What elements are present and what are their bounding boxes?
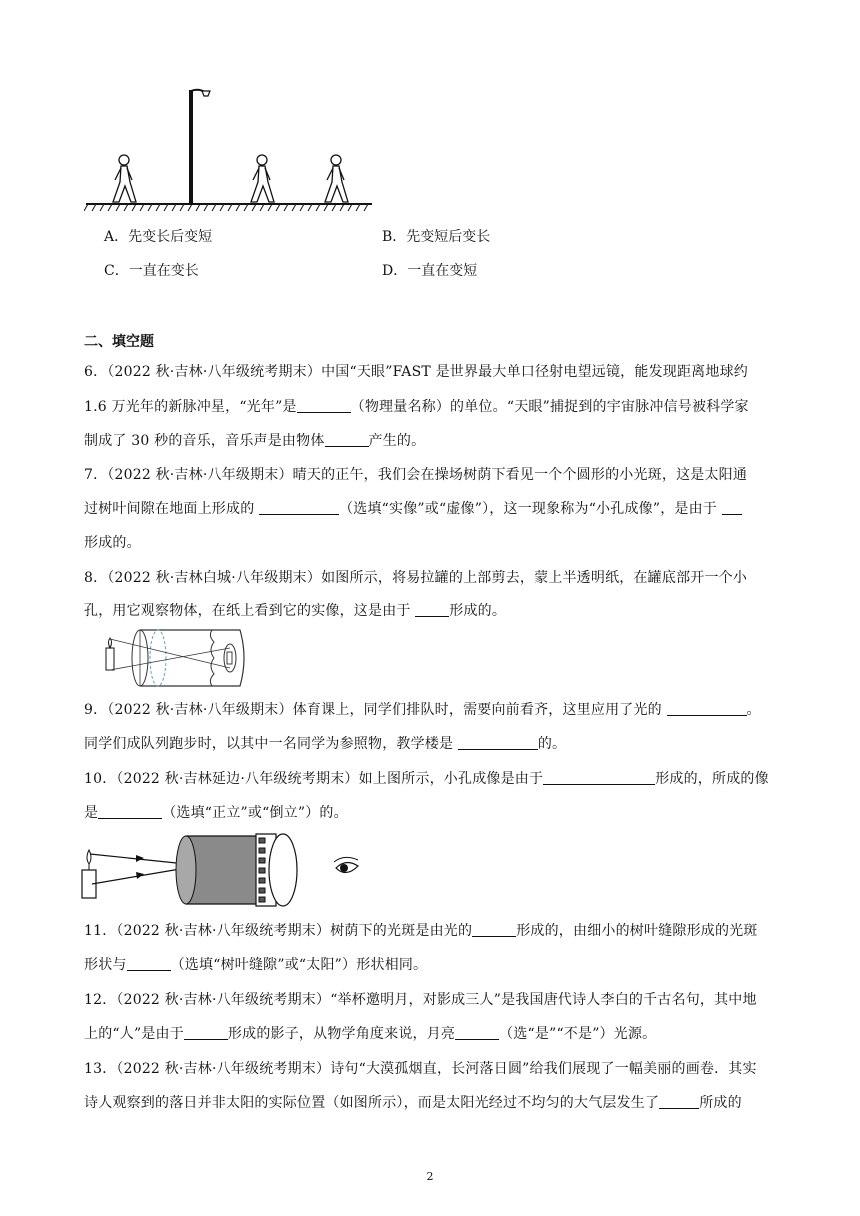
q11-text-b: 形成的，由细小的树叶缝隙形成的光斑	[516, 923, 758, 939]
q13-text-a: 诗人观察到的落日并非太阳的实际位置（如图所示），而是太阳光经过不均匀的大气层发生了	[84, 1095, 660, 1111]
q13-line-2	[84, 1092, 742, 1112]
q6-text-c: 制成了 30 秒的音乐，音乐声是由物体	[84, 433, 325, 449]
q9-line-1	[84, 699, 761, 719]
q11-line-1	[84, 920, 758, 940]
q6-line-2	[84, 396, 749, 416]
q7-text-a: 过树叶间隙在地面上形成的	[84, 501, 260, 517]
q9-text-d: 的。	[537, 736, 567, 752]
q6-text-a: 1.6 万光年的新脉冲星，“光年”是	[84, 399, 297, 415]
q10-text-b: 形成的，所成的像	[655, 771, 769, 787]
answer-blank	[667, 701, 747, 716]
q12-text-a: 上的“人”是由于	[84, 1026, 184, 1042]
q12-line-1: 12．（2022 秋·吉林·八年级统考期末）“举杯邀明月，对影成三人”是我国唐代诗人李白的千古名句，其中地	[84, 992, 757, 1008]
answer-blank	[659, 1094, 699, 1109]
q10-line-1	[84, 768, 769, 788]
q8-text-b: 形成的。	[449, 603, 507, 619]
q12-text-b: 形成的影子，从物学角度来说，月亮	[227, 1026, 456, 1042]
answer-blank	[98, 804, 162, 819]
option-d: D．一直在变短	[382, 263, 478, 279]
answer-blank	[325, 432, 369, 447]
answer-blank	[127, 956, 171, 971]
q11-text-d: （选填“树叶缝隙”或“太阳”）形状相同。	[170, 957, 428, 973]
q6-text-b: （物理量名称）的单位。“天眼”捕捉到的宇宙脉冲信号被科学家	[350, 399, 749, 415]
q8-line-2	[84, 600, 506, 620]
answer-blank	[472, 922, 516, 937]
q11-text-a: 11．（2022 秋·吉林·八年级统考期末）树荫下的光斑是由光的	[84, 923, 473, 939]
q13-line-1: 13．（2022 秋·吉林·八年级统考期末）诗句“大漠孤烟直，长河落日圆”给我们展现了一幅美丽的画卷．其实	[84, 1061, 757, 1077]
q9-text-c: 同学们成队列跑步时，以其中一名同学为参照物，教学楼是	[84, 736, 458, 752]
q9-line-2	[84, 733, 566, 753]
q6-line-3	[84, 430, 425, 450]
answer-blank	[184, 1025, 228, 1040]
streetlamp-figure	[84, 86, 374, 214]
pinhole-can-figure	[100, 622, 270, 692]
answer-blank	[458, 735, 538, 750]
section-title: 二、填空题	[84, 334, 154, 350]
q7-line-3: 形成的。	[84, 535, 141, 551]
q7-line-2	[84, 498, 742, 518]
answer-blank	[297, 398, 351, 413]
q6-text-d: 产生的。	[368, 433, 426, 449]
page-number: 2	[426, 1170, 434, 1183]
pinhole-drum-figure	[78, 826, 363, 908]
q11-line-2	[84, 954, 427, 974]
answer-blank	[722, 500, 742, 515]
answer-blank	[543, 770, 655, 785]
answer-blank	[415, 602, 449, 617]
option-a: A．先变长后变短	[104, 229, 213, 245]
q8-text-a: 孔，用它观察物体，在纸上看到它的实像，这是由于	[84, 603, 416, 619]
q10-text-d: （选填“正立”或“倒立”）的。	[162, 805, 348, 821]
q8-line-1: 8．（2022 秋·吉林白城·八年级期末）如图所示，将易拉罐的上部剪去，蒙上半透明纸，在罐底部开一个小	[84, 570, 748, 586]
q7-line-1: 7．（2022 秋·吉林·八年级期末）晴天的正午，我们会在操场树荫下看见一个个圆形的小光斑，这是太阳通	[84, 467, 748, 483]
q10-line-2	[84, 802, 348, 822]
q11-text-c: 形状与	[84, 957, 127, 973]
q7-text-b: （选填“实像”或“虚像”），这一现象称为“小孔成像”，是由于	[339, 501, 722, 517]
option-b: B．先变短后变长	[382, 229, 491, 245]
q12-text-c: （选“是”“不是”）光源。	[499, 1026, 657, 1042]
answer-blank	[455, 1025, 499, 1040]
answer-blank	[259, 500, 339, 515]
q13-text-b: 所成的	[699, 1095, 742, 1111]
option-c: C．一直在变长	[104, 263, 199, 279]
q10-text-a: 10．（2022 秋·吉林延边·八年级统考期末）如上图所示，小孔成像是由于	[84, 771, 544, 787]
q10-text-c: 是	[84, 805, 99, 821]
q6-line-1: 6．（2022 秋·吉林·八年级统考期末）中国“天眼”FAST 是世界最大单口径射电望远镜，能发现距离地球约	[84, 364, 748, 380]
q9-text-b: 。	[746, 702, 761, 718]
q9-text-a: 9．（2022 秋·吉林·八年级期末）体育课上，同学们排队时，需要向前看齐，这里应用了光的	[84, 702, 667, 718]
q12-line-2	[84, 1023, 656, 1043]
